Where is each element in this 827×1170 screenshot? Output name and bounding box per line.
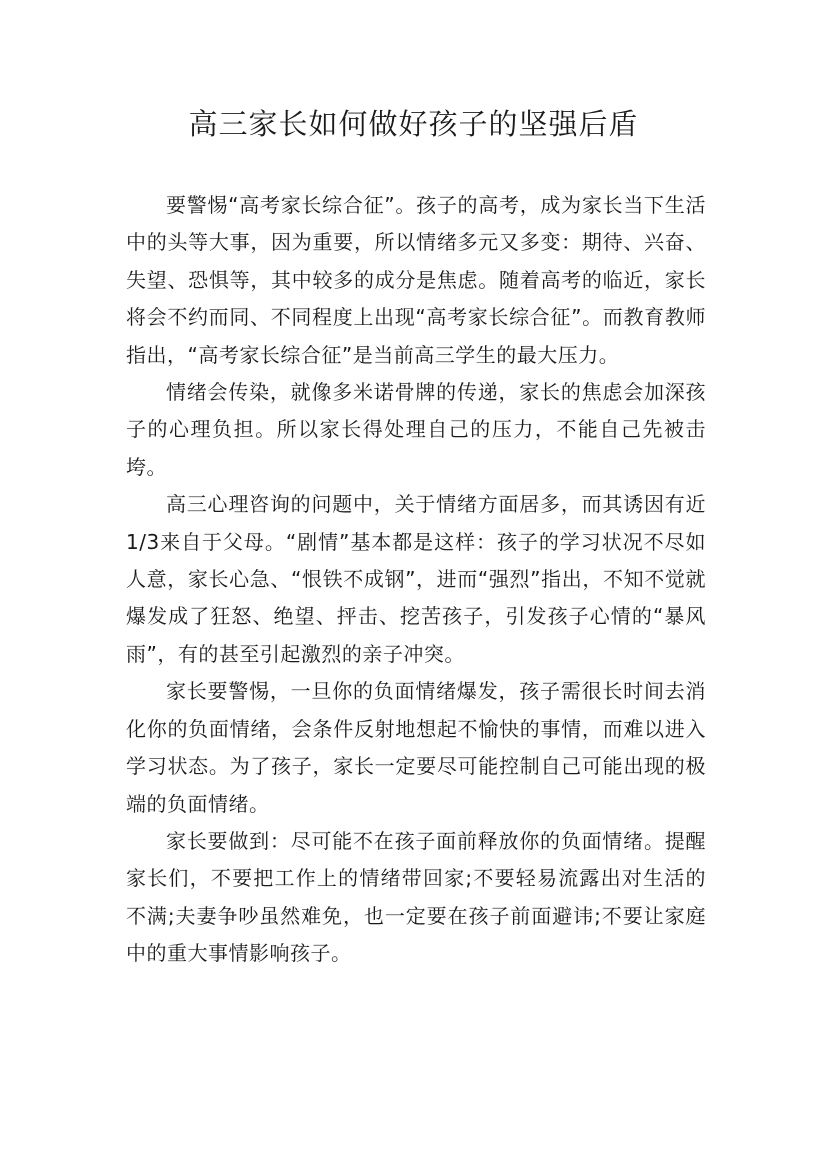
paragraph-5: 家长要做到：尽可能不在孩子面前释放你的负面情绪。提醒家长们，不要把工作上的情绪带回家;不要轻易流露出对生活的不满;夫妻争吵虽然难免，也一定要在孩子前面避讳;不要让家庭中的重大事情影响孩子。 [126,828,706,966]
document-body [126,187,706,973]
paragraph-4: 家长要警惕，一旦你的负面情绪爆发，孩子需很长时间去消化你的负面情绪，会条件反射地想起不愉快的事情，而难以进入学习状态。为了孩子，家长一定要尽可能控制自己可能出现的极端的负面情绪。 [126,679,706,816]
paragraph-3: 高三心理咨询的问题中，关于情绪方面居多，而其诱因有近1/3来自于父母。“剧情”基本都是这样：孩子的学习状况不尽如人意，家长心急、“恨铁不成钢”，进而“强烈”指出，不知不觉就爆发成了狂怒、绝望、抨击、挖苦孩子，引发孩子心情的“暴风雨”，有的甚至引起激烈的亲子冲突。 [126,492,706,666]
document-title: 高三家长如何做好孩子的坚强后盾 [188,107,639,141]
paragraph-1: 要警惕“高考家长综合征”。孩子的高考，成为家长当下生活中的头等大事，因为重要，所以情绪多元又多变：期待、兴奋、失望、恐惧等，其中较多的成分是焦虑。随着高考的临近，家长将会不约而同、不同程度上出现“高考家长综合征”。而教育教师指出，“高考家长综合征”是当前高三学生的最大压力。 [126,193,706,367]
paragraph-2: 情绪会传染，就像多米诺骨牌的传递，家长的焦虑会加深孩子的心理负担。所以家长得处理自己的压力，不能自己先被击垮。 [126,380,706,479]
